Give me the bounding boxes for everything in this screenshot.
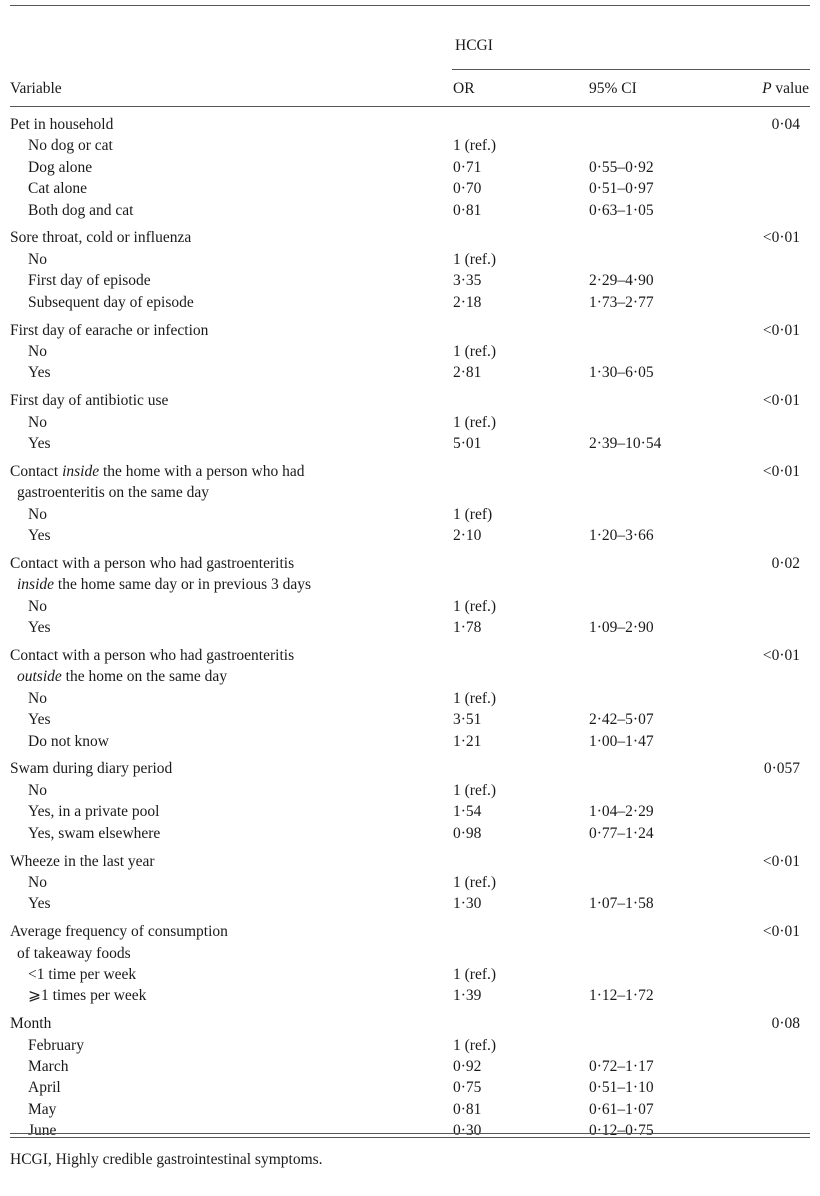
group-label-part: Swam during diary period (10, 760, 173, 778)
odds-ratio: 0·75 (453, 1079, 482, 1097)
table-row (0, 341, 820, 362)
table-row (0, 525, 820, 546)
table-row (0, 1120, 820, 1141)
odds-ratio: 2·18 (453, 293, 482, 311)
table-row (0, 780, 820, 801)
table-row (0, 801, 820, 822)
confidence-interval: 0·63–1·05 (589, 201, 654, 219)
group-label-continuation-part: the home same day or in previous 3 days (54, 576, 312, 594)
group-label-continuation (17, 574, 311, 595)
group-label-part: Wheeze in the last year (10, 852, 155, 870)
header-ci: 95% CI (589, 80, 637, 97)
odds-ratio: 1·54 (453, 803, 482, 821)
category-label: Both dog and cat (28, 201, 134, 219)
odds-ratio: 1·30 (453, 895, 482, 913)
category-label: Subsequent day of episode (28, 293, 194, 311)
odds-ratio: 2·10 (453, 527, 482, 545)
category-label: No (28, 873, 47, 891)
confidence-interval: 1·00–1·47 (589, 732, 654, 750)
group-header-row (0, 390, 820, 411)
confidence-interval: 0·51–0·97 (589, 180, 654, 198)
group-label (10, 461, 304, 482)
hcgi-column-group-title: HCGI (455, 37, 493, 54)
table-row (0, 1077, 820, 1098)
table-row (0, 200, 820, 221)
odds-ratio: 1 (ref.) (453, 781, 497, 799)
group-label-continuation (17, 943, 131, 964)
group-label-part: Month (10, 1015, 52, 1033)
category-label: No (28, 597, 47, 615)
table-row (0, 292, 820, 313)
header-p-italic: P (762, 80, 772, 97)
group-label (10, 320, 208, 341)
confidence-interval: 2·39–10·54 (589, 434, 662, 452)
p-value: 0·057 (763, 760, 800, 778)
category-label: Yes, swam elsewhere (28, 824, 161, 842)
odds-ratio: 1 (ref.) (453, 597, 497, 615)
category-label: ⩾1 times per week (28, 987, 147, 1005)
p-value: 0·08 (771, 1015, 800, 1033)
table-row (0, 823, 820, 844)
group-label-part: Average frequency of consumption (10, 923, 228, 941)
odds-ratio: 3·51 (453, 711, 482, 729)
odds-ratio: 1 (ref.) (453, 342, 497, 360)
odds-ratio: 1 (ref.) (453, 137, 497, 155)
group-header-row (0, 1013, 820, 1034)
group-label-continuation-part: the home on the same day (61, 668, 228, 686)
confidence-interval: 1·04–2·29 (589, 803, 654, 821)
group-label-part: Contact with a person who had gastroenteritis (10, 646, 295, 664)
table-row (0, 270, 820, 291)
group-label (10, 645, 294, 666)
table-row (0, 135, 820, 156)
confidence-interval: 1·09–2·90 (589, 619, 654, 637)
bottom-rule-1 (10, 1133, 810, 1134)
category-label: Yes (28, 711, 51, 729)
category-label: No (28, 505, 47, 523)
group-header-row (0, 645, 820, 666)
category-label: <1 time per week (28, 965, 137, 983)
group-label-continuation-row (0, 666, 820, 687)
odds-ratio: 0·71 (453, 158, 482, 176)
table-row (0, 688, 820, 709)
table-body (0, 114, 820, 1142)
table-row (0, 412, 820, 433)
confidence-interval: 1·07–1·58 (589, 895, 654, 913)
odds-ratio: 1·78 (453, 619, 482, 637)
group-label (10, 114, 113, 135)
group-label-part: the home with a person who had (99, 462, 305, 480)
group-label (10, 553, 294, 574)
odds-ratio: 1 (ref.) (453, 873, 497, 891)
category-label: Dog alone (28, 158, 93, 176)
odds-ratio: 1 (ref.) (453, 250, 497, 268)
table-row (0, 709, 820, 730)
odds-ratio: 0·30 (453, 1122, 482, 1140)
odds-ratio: 0·92 (453, 1058, 482, 1076)
group-header-row (0, 921, 820, 942)
table-row (0, 157, 820, 178)
group-header-row (0, 320, 820, 341)
header-variable: Variable (10, 80, 62, 97)
group-label-continuation-part: inside (17, 576, 55, 594)
group-label-part: inside (62, 462, 100, 480)
odds-ratio: 3·35 (453, 272, 482, 290)
group-header-row (0, 851, 820, 872)
group-label-continuation-row (0, 574, 820, 595)
odds-ratio: 1 (ref.) (453, 413, 497, 431)
group-label-continuation-part: of takeaway foods (17, 944, 131, 962)
category-label: Yes (28, 527, 51, 545)
group-label-part: Pet in household (10, 116, 114, 133)
category-label: March (28, 1058, 69, 1076)
confidence-interval: 2·29–4·90 (589, 272, 654, 290)
confidence-interval: 1·73–2·77 (589, 293, 654, 311)
group-label (10, 1013, 51, 1034)
odds-ratio: 1 (ref.) (453, 689, 497, 707)
table-row (0, 893, 820, 914)
p-value: <0·01 (762, 646, 800, 664)
footnote: HCGI, Highly credible gastrointestinal symptoms. (10, 1151, 323, 1168)
confidence-interval: 0·77–1·24 (589, 824, 654, 842)
category-label: February (28, 1036, 84, 1054)
odds-ratio: 1·39 (453, 987, 482, 1005)
p-value: <0·01 (762, 852, 800, 870)
confidence-interval: 1·12–1·72 (589, 987, 654, 1005)
confidence-interval: 1·20–3·66 (589, 527, 654, 545)
odds-ratio: 1 (ref.) (453, 965, 497, 983)
top-rule (10, 5, 810, 6)
group-label (10, 921, 228, 942)
p-value: 0·04 (771, 116, 800, 133)
table-row (0, 872, 820, 893)
p-value: <0·01 (762, 392, 800, 410)
odds-ratio: 2·81 (453, 364, 482, 382)
group-label-part: First day of antibiotic use (10, 392, 169, 410)
table-row (0, 1035, 820, 1056)
category-label: Yes (28, 619, 51, 637)
group-label-continuation-row (0, 943, 820, 964)
category-label: Do not know (28, 732, 109, 750)
category-label: June (28, 1122, 57, 1140)
header-rule (10, 106, 810, 107)
table-row (0, 617, 820, 638)
table-row (0, 964, 820, 985)
category-label: No dog or cat (28, 137, 113, 155)
odds-ratio: 0·98 (453, 824, 482, 842)
group-label-part: Sore throat, cold or influenza (10, 229, 192, 247)
table-row (0, 433, 820, 454)
group-header-row (0, 553, 820, 574)
p-value: <0·01 (762, 462, 800, 480)
group-label (10, 758, 172, 779)
group-header-row (0, 758, 820, 779)
bottom-rule-2 (10, 1137, 810, 1138)
hcgi-spanner-rule (452, 69, 810, 70)
group-label-part: Contact (10, 462, 63, 480)
odds-ratio: 1·21 (453, 732, 482, 750)
table-row (0, 731, 820, 752)
odds-ratio: 1 (ref) (453, 505, 493, 523)
group-label-part: First day of earache or infection (10, 321, 209, 339)
category-label: Yes (28, 895, 51, 913)
header-p-value (762, 80, 809, 98)
group-label-continuation-part: outside (17, 668, 62, 686)
group-label-continuation (17, 666, 227, 687)
category-label: No (28, 413, 47, 431)
group-label (10, 227, 191, 248)
table-row (0, 178, 820, 199)
confidence-interval: 0·72–1·17 (589, 1058, 654, 1076)
odds-ratio: 5·01 (453, 434, 482, 452)
category-label: Yes, in a private pool (28, 803, 160, 821)
header-or: OR (453, 80, 475, 97)
group-header-row (0, 227, 820, 248)
group-label (10, 851, 155, 872)
table-row (0, 504, 820, 525)
category-label: April (28, 1079, 61, 1097)
odds-ratio: 0·81 (453, 201, 482, 219)
group-label (10, 390, 168, 411)
p-value: <0·01 (762, 321, 800, 339)
odds-ratio: 0·81 (453, 1100, 482, 1118)
group-label-continuation-row (0, 482, 820, 503)
group-header-row (0, 114, 820, 135)
odds-ratio: 0·70 (453, 180, 482, 198)
odds-ratio: 1 (ref.) (453, 1036, 497, 1054)
confidence-interval: 0·55–0·92 (589, 158, 654, 176)
confidence-interval: 0·51–1·10 (589, 1079, 654, 1097)
confidence-interval: 2·42–5·07 (589, 711, 654, 729)
confidence-interval: 1·30–6·05 (589, 364, 654, 382)
group-label-part: Contact with a person who had gastroenteritis (10, 554, 295, 572)
category-label: No (28, 781, 47, 799)
table-row (0, 362, 820, 383)
p-value: <0·01 (762, 923, 800, 941)
table-row (0, 1099, 820, 1120)
group-label-continuation (17, 482, 209, 503)
table-row (0, 1056, 820, 1077)
category-label: No (28, 250, 47, 268)
confidence-interval: 0·12–0·75 (589, 1122, 654, 1140)
category-label: Yes (28, 434, 51, 452)
table-row (0, 596, 820, 617)
category-label: Cat alone (28, 180, 87, 198)
confidence-interval: 0·61–1·07 (589, 1100, 654, 1118)
category-label: No (28, 689, 47, 707)
category-label: May (28, 1100, 57, 1118)
category-label: Yes (28, 364, 51, 382)
p-value: <0·01 (762, 229, 800, 247)
category-label: First day of episode (28, 272, 151, 290)
category-label: No (28, 342, 47, 360)
header-p-rest: value (771, 80, 809, 97)
group-header-row (0, 461, 820, 482)
group-label-continuation-part: gastroenteritis on the same day (17, 484, 209, 502)
p-value: 0·02 (771, 554, 800, 572)
table-row (0, 249, 820, 270)
table-row (0, 985, 820, 1006)
